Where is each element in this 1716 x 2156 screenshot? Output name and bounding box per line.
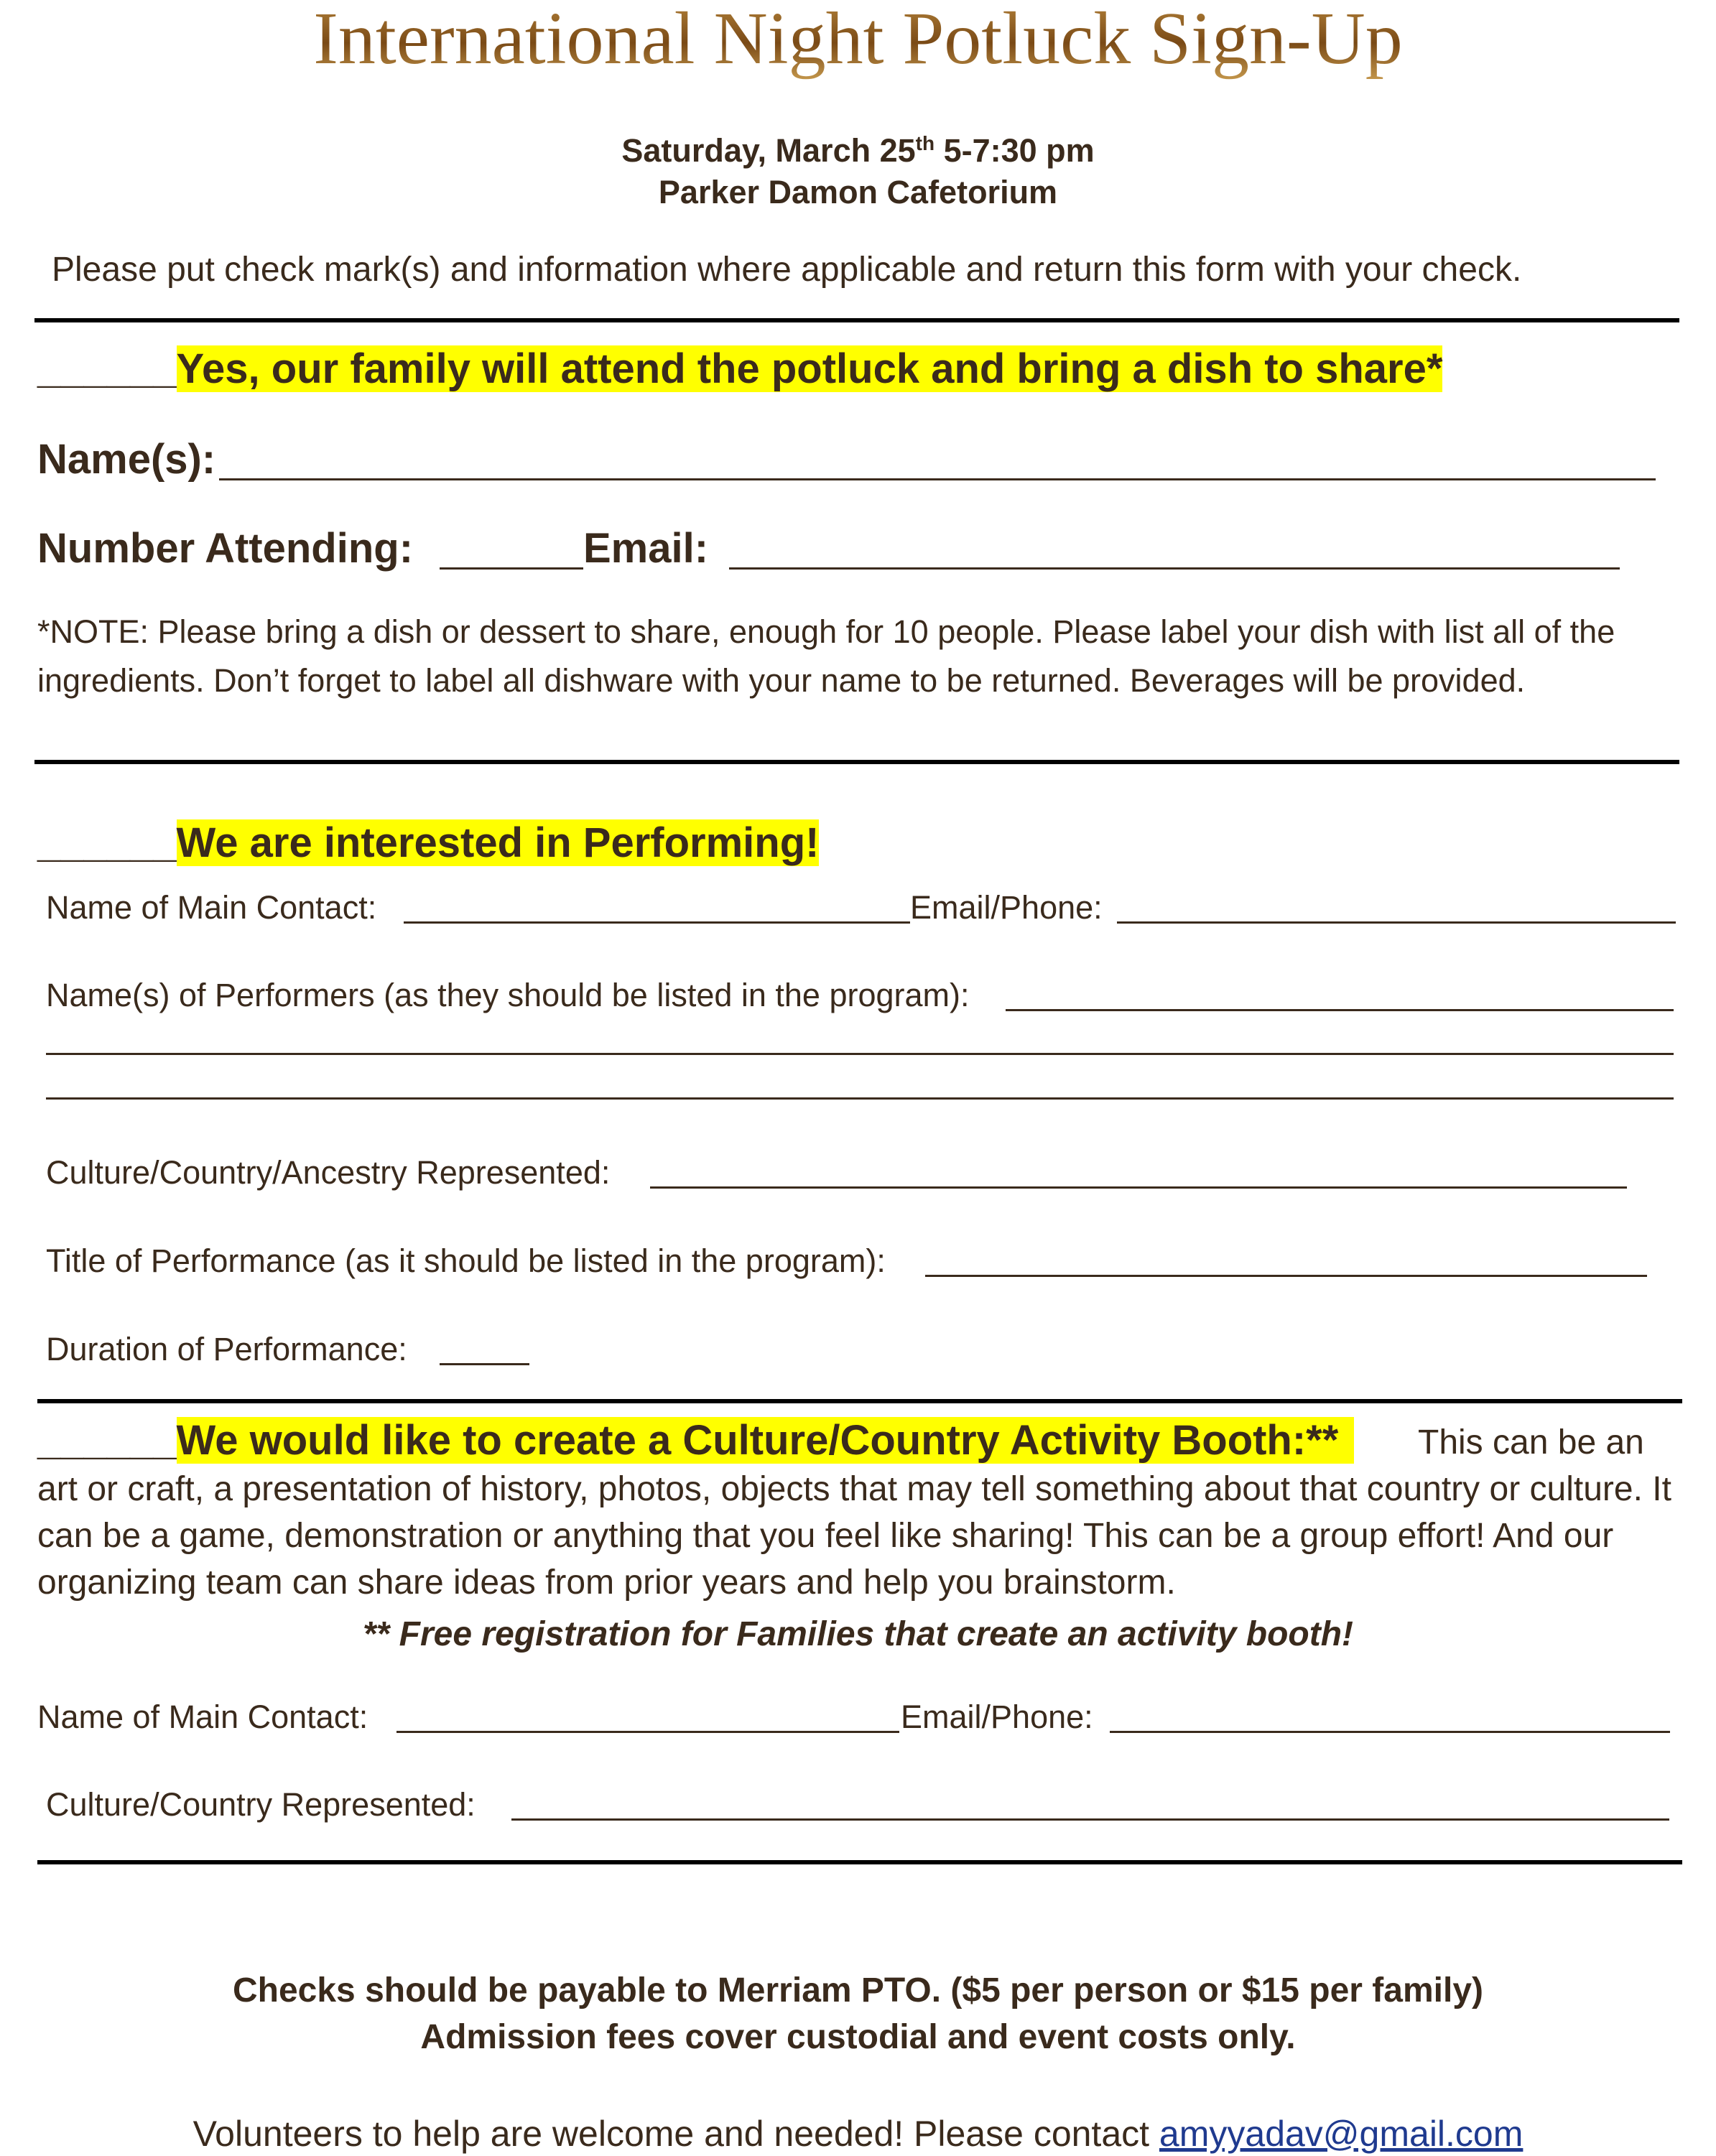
potluck-heading: Yes, our family will attend the potluck and bring a dish to share*	[176, 345, 1443, 392]
page-title: International Night Potluck Sign-Up	[0, 0, 1716, 82]
performers-label: Name(s) of Performers (as they should be listed in the program):	[46, 977, 970, 1013]
performing-checkbox-blank[interactable]: ______	[37, 819, 177, 866]
performing-heading-row	[37, 817, 819, 869]
performing-heading: We are interested in Performing!	[176, 819, 820, 866]
note-line-2: ingredients. Don’t forget to label all dishware with your name to be returned. Beverages will be provided.	[37, 662, 1526, 699]
instructions-text: Please put check mark(s) and information where applicable and return this form with your check.	[52, 251, 1522, 289]
performing-email-phone-field[interactable]	[1117, 921, 1676, 924]
booth-email-phone-label: Email/Phone:	[901, 1699, 1093, 1735]
note-line-1: *NOTE: Please bring a dish or dessert to share, enough for 10 people. Please label your dish with list all of the	[37, 613, 1615, 650]
number-attending-label: Number Attending:	[37, 525, 414, 572]
performance-duration-label: Duration of Performance:	[46, 1331, 407, 1367]
date-suffix: 5-7:30 pm	[934, 132, 1095, 169]
booth-checkbox-blank[interactable]: ______	[37, 1417, 177, 1464]
admission-line: Admission fees cover custodial and event costs only.	[420, 2018, 1296, 2056]
potluck-checkbox-blank[interactable]: ______	[37, 345, 177, 392]
performing-contact-field[interactable]	[404, 921, 910, 924]
date-prefix: Saturday, March 25	[621, 132, 916, 169]
contact-email-link[interactable]: amyyadav@gmail.com	[1159, 2114, 1523, 2154]
section-divider	[34, 318, 1679, 322]
volunteer-line	[0, 2111, 1716, 2156]
date-superscript: th	[915, 132, 935, 154]
booth-free-note: ** Free registration for Families that create an activity booth!	[362, 1615, 1353, 1653]
potluck-number-row	[37, 523, 413, 575]
performance-title-field[interactable]	[925, 1275, 1647, 1277]
event-location: Parker Damon Cafetorium	[658, 174, 1058, 210]
booth-culture-label: Culture/Country Represented:	[46, 1786, 476, 1823]
performance-duration-field[interactable]	[440, 1363, 529, 1365]
names-field[interactable]	[219, 478, 1656, 480]
booth-culture-field[interactable]	[511, 1818, 1669, 1821]
performing-email-phone-label: Email/Phone:	[910, 889, 1103, 926]
performance-title-label: Title of Performance (as it should be listed in the program):	[46, 1242, 886, 1279]
checks-line: Checks should be payable to Merriam PTO. ($5 per person or $15 per family)	[232, 1971, 1483, 2009]
performing-culture-label: Culture/Country/Ancestry Represented:	[46, 1154, 611, 1191]
performers-field-1[interactable]	[1006, 1009, 1674, 1011]
potluck-email-label: Email:	[583, 525, 709, 572]
booth-contact-label: Name of Main Contact:	[37, 1699, 368, 1735]
booth-contact-field[interactable]	[396, 1731, 899, 1733]
volunteer-text: Volunteers to help are welcome and needed! Please contact	[193, 2114, 1159, 2154]
section-divider	[37, 1860, 1682, 1864]
booth-heading: We would like to create a Culture/Country Activity Booth:**	[177, 1417, 1355, 1464]
booth-email-phone-field[interactable]	[1110, 1731, 1670, 1733]
section-divider	[37, 1399, 1682, 1403]
booth-description: This can be an art or craft, a presentation of history, photos, objects that may tell something about that country or culture. It can be a game, demonstration or anything that you feel like sharing! This can be a group effort! And our organizing team can share ideas from prior years and help you brainstorm.	[37, 1423, 1671, 1602]
performing-contact-label: Name of Main Contact:	[46, 889, 377, 926]
performers-field-3[interactable]	[46, 1097, 1674, 1100]
potluck-email-field[interactable]	[729, 567, 1620, 570]
number-attending-field[interactable]	[440, 567, 583, 570]
potluck-heading-row	[37, 343, 1442, 395]
potluck-names-row	[37, 434, 215, 485]
performers-field-2[interactable]	[46, 1053, 1674, 1055]
performing-culture-field[interactable]	[650, 1186, 1627, 1189]
event-date	[0, 122, 1716, 172]
section-divider	[34, 760, 1679, 764]
names-label: Name(s):	[37, 436, 216, 483]
